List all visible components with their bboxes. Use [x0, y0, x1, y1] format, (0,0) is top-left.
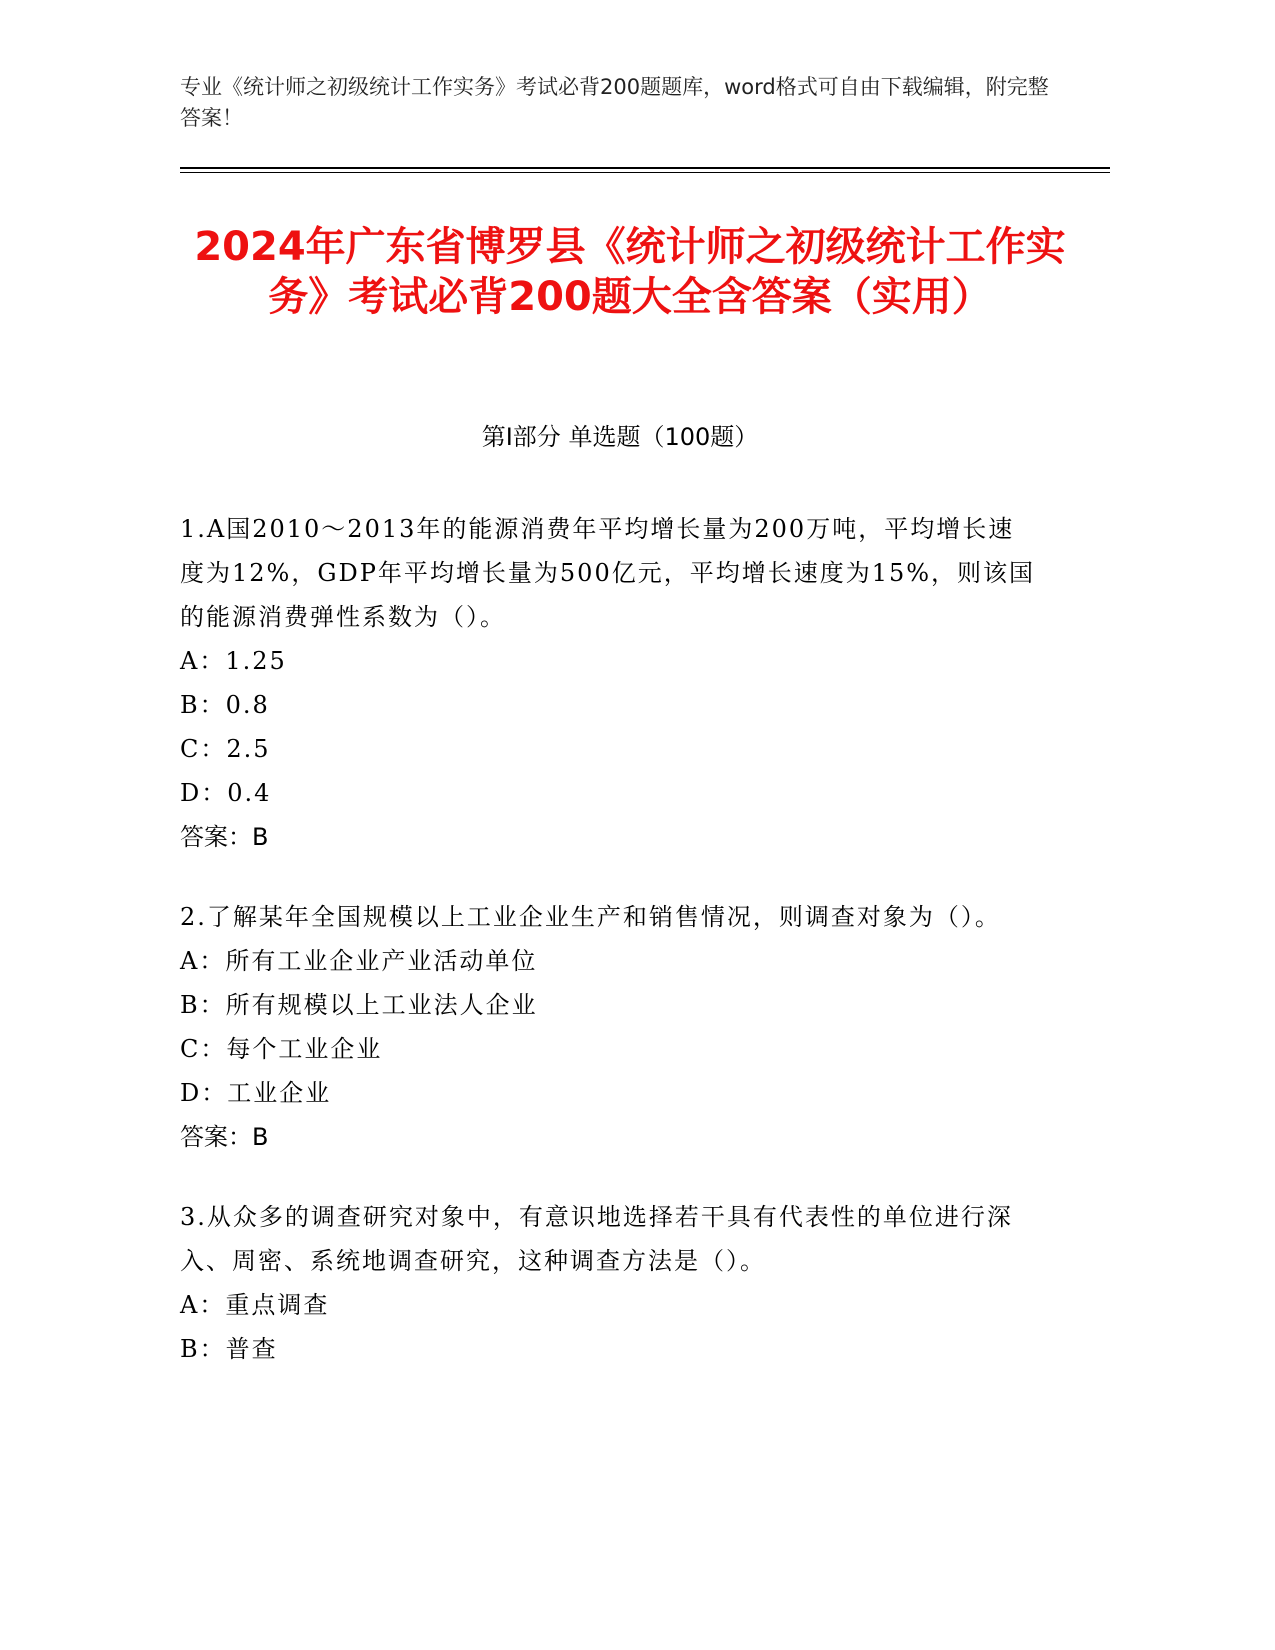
option-d: D：工业企业 — [180, 1079, 332, 1107]
question-2 — [180, 895, 1040, 1159]
option-b: B：0.8 — [180, 691, 270, 719]
document-title: 2024年广东省博罗县《统计师之初级统计工作实务》考试必背200题大全含答案（实用） — [194, 224, 1066, 320]
header-divider-top — [180, 167, 1110, 169]
answer-line: 答案：B — [180, 823, 269, 851]
question-stem: 2.了解某年全国规模以上工业企业生产和销售情况，则调查对象为（）。 — [180, 903, 1001, 931]
option-b: B：普查 — [180, 1335, 278, 1363]
option-b: B：所有规模以上工业法人企业 — [180, 991, 538, 1019]
option-c: C：2.5 — [180, 735, 271, 763]
header-divider-bottom — [180, 172, 1110, 173]
option-a: A：1.25 — [180, 647, 287, 675]
question-stem: 3.从众多的调查研究对象中，有意识地选择若干具有代表性的单位进行深入、周密、系统地调查研究，这种调查方法是（）。 — [180, 1203, 1013, 1275]
question-3 — [180, 1195, 1040, 1371]
question-stem: 1.A国2010～2013年的能源消费年平均增长量为200万吨，平均增长速度为12%，GDP年平均增长量为500亿元，平均增长速度为15%，则该国的能源消费弹性系数为（）。 — [180, 515, 1036, 631]
option-d: D：0.4 — [180, 779, 272, 807]
question-1 — [180, 507, 1040, 859]
question-list — [180, 507, 1040, 1407]
section-heading: 第Ⅰ部分 单选题（100题） — [481, 423, 759, 451]
option-c: C：每个工业企业 — [180, 1035, 383, 1063]
option-a: A：所有工业企业产业活动单位 — [180, 947, 538, 975]
option-a: A：重点调查 — [180, 1291, 330, 1319]
header-note: 专业《统计师之初级统计工作实务》考试必背200题题库，word格式可自由下载编辑，附完整答案！ — [180, 75, 1049, 130]
answer-line: 答案：B — [180, 1123, 269, 1151]
